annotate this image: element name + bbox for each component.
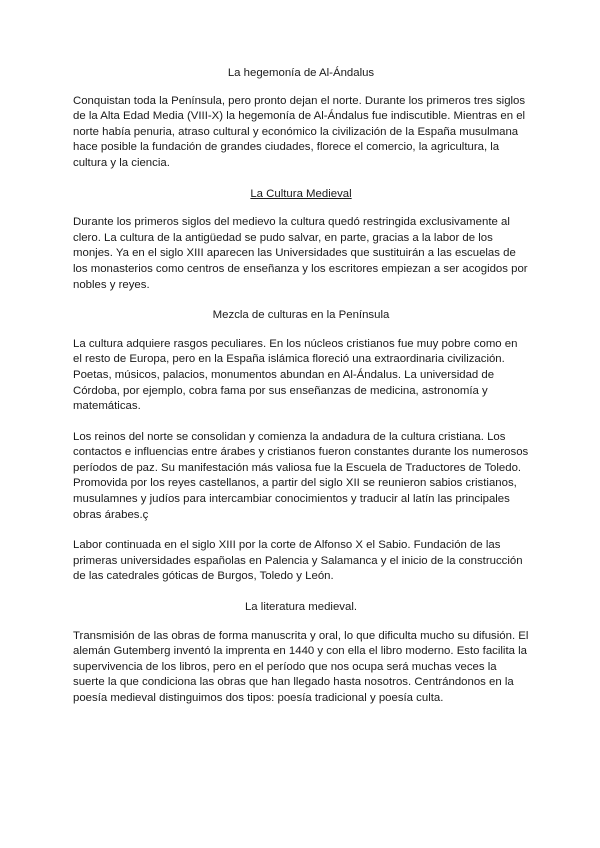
mezcla-culturas-paragraph-1: La cultura adquiere rasgos peculiares. En los núcleos cristianos fue muy pobre como en el resto de Europa, pero en la España islámica floreció una extraordinaria civilización. Poetas, músicos, palacios, monumentos abundan en Al-Ándalus. La universidad de Córdoba, por ejemplo, cobra fama por sus enseñanzas de medicina, astronomía y matemáticas. (73, 337, 518, 413)
intro-paragraph: Conquistan toda la Península, pero pronto dejan el norte. Durante los primeros tres siglos de la Alta Edad Media (VIII-X) la hegemonía de Al-Ándalus fue indiscutible. Mientras en el norte había penuria, atraso cultural y económico la civilización de la España musulmana hace posible la fundación de grandes ciudades, florece el comercio, la agricultura, la cultura y la ciencia. (73, 94, 526, 169)
section-heading-literatura-medieval: La literatura medieval. (244, 601, 358, 614)
cultura-medieval-paragraph: Durante los primeros siglos del medievo la cultura quedó restringida exclusivamente al clero. La cultura de la antigüedad se pudo salvar, en parte, gracias a la labor de los monjes. Ya en el siglo XIII aparecen las Universidades que sustituirán a las escuelas de los monasterios como centros de enseñanza y los escritores empiezan a ser acogidos por nobles y reyes. (73, 216, 528, 291)
literatura-medieval-paragraph: Transmisión de las obras de forma manuscrita y oral, lo que dificulta mucho su difusión. El alemán Gutemberg inventó la imprenta en 1440 y con ella el libro moderno. Esto facilita la supervivencia de los libros, pero en el período que nos ocupa será muchas veces la suerte la que condiciona las obras que han llegado hasta nosotros. Centrándonos en la poesía medieval distinguimos dos tipos: poesía tradicional y poesía culta. (73, 629, 529, 704)
section-heading-cultura-medieval (73, 187, 529, 203)
document-title: La hegemonía de Al-Ándalus (227, 67, 375, 79)
mezcla-culturas-paragraph-2: Los reinos del norte se consolidan y comienza la andadura de la cultura cristiana. Los contactos e influencias entre árabes y cristianos fueron constantes durante los numerosos períodos de paz. Su manifestación más valiosa fue la Escuela de Traductores de Toledo. Promovida por los reyes castellanos, a partir del siglo XII se reunieron sabios cristianos, musulamnes y judíos para intercambiar conocimientos y traducir al latín las principales obras árabes.ç (73, 430, 529, 521)
section-heading-mezcla-culturas: Mezcla de culturas en la Península (212, 309, 390, 322)
mezcla-culturas-paragraph-3: Labor continuada en el siglo XIII por la corte de Alfonso X el Sabio. Fundación de las primeras universidades españolas en Palencia y Salamanca y el inicio de la construcción de las catedrales góticas de Burgos, Toledo y León. (73, 539, 523, 583)
document-page (73, 66, 529, 722)
section-heading-text: La Cultura Medieval (250, 187, 352, 200)
